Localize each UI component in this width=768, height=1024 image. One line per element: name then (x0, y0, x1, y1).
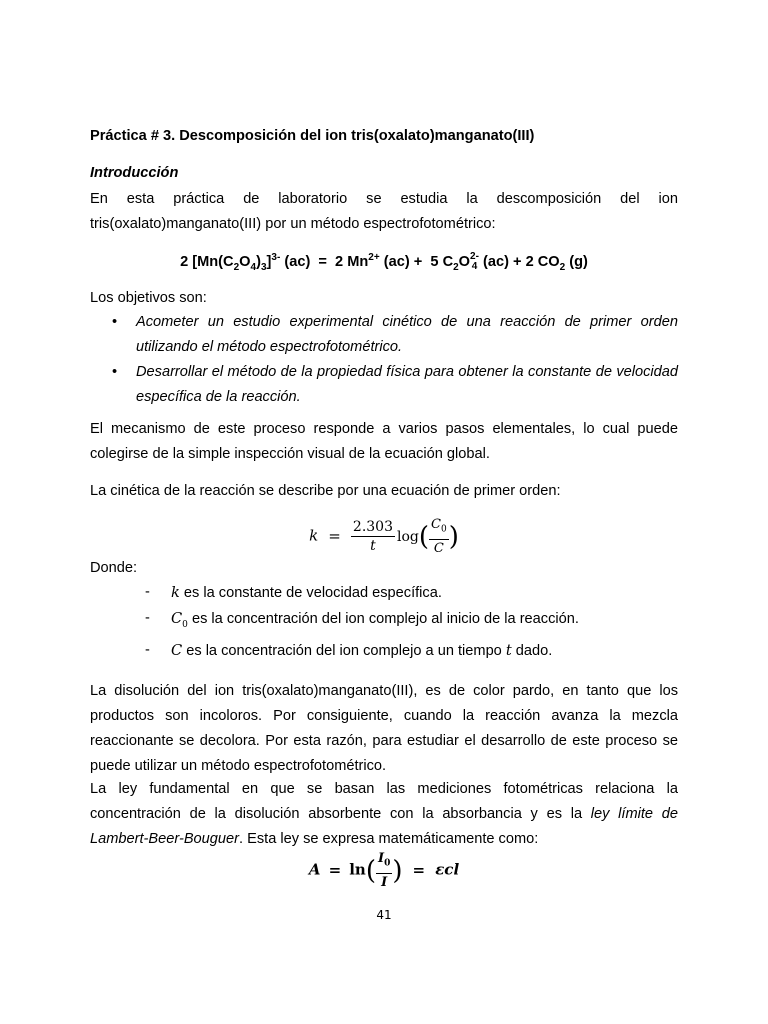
intro-word: En (90, 191, 108, 207)
intro-heading: Introducción (90, 165, 179, 181)
intro-word: práctica (173, 191, 225, 207)
list-item: • Acometer un estudio experimental cinético de una reacción de primer orden utilizando el método espectrofotométrico. (112, 310, 678, 360)
kinetics-paragraph: La cinética de la reacción se describe por una ecuación de primer orden: (90, 483, 561, 499)
list-item: - k es la constante de velocidad específica. (145, 584, 442, 601)
intro-line-1 (90, 187, 678, 212)
objectives-list (112, 310, 678, 410)
reaction-equation: 2 $[Mn(C_2O_4)_3]^{3-}$ (ac) = 2 $Mn^{2+}$ (ac) + 5 $C_2O$ 2- 4 (ac) + 2 $CO_2$ (g) (180, 251, 588, 273)
page-number: 41 (376, 908, 392, 922)
mechanism-paragraph: El mecanismo de este proceso responde a varios pasos elementales, lo cual puede colegirse de la simple inspección visual de la ecuación global. (90, 421, 678, 462)
intro-word: esta (126, 191, 155, 207)
beer-equation: A = ln( $\frac{I_0}{I}$ ) = εcl (308, 851, 460, 890)
dissolution-paragraph: La disolución del ion tris(oxalato)manganato(III), es de color pardo, en tanto que los productos son incoloros. Por consiguiente, cuando la reacción avanza la mezcla reaccionante se decolora. Por esta razón, para estudiar el desarrollo de este proceso se puede utilizar un método espectrofotométrico. (90, 683, 678, 774)
law-paragraph: La ley fundamental en que se basan las mediciones fotométricas relaciona la concentración de la disolución absorbente con la absorbancia y es la ley límite de Lambert-Beer-Bouguer. Esta ley se expresa matemáticamente como: (90, 781, 678, 847)
intro-word: la (466, 191, 478, 207)
bullet-icon: • (112, 364, 118, 380)
intro-word: ion (658, 191, 678, 207)
intro-word: descomposición (496, 191, 602, 207)
intro-word: estudia (400, 191, 448, 207)
intro-word: del (620, 191, 640, 207)
bullet-icon: • (112, 314, 118, 330)
intro-word: laboratorio (278, 191, 348, 207)
list-item: - $C_0$ es la concentración del ion complejo al inicio de la reacción. (145, 610, 579, 630)
practice-title: Práctica # 3. Descomposición del ion tris(oxalato)manganato(III) (90, 128, 535, 144)
intro-word: se (366, 191, 382, 207)
definitions-list (145, 580, 685, 664)
intro-word: de (243, 191, 260, 207)
rate-equation: k = $\frac{2.303}{t}$ log( $\frac{C_0}{C}$ ) (309, 517, 459, 556)
intro-paragraph (90, 187, 678, 237)
intro-line-2: tris(oxalato)manganato(III) por un método espectrofotométrico: (90, 216, 496, 232)
list-item: - C es la concentración del ion complejo a un tiempo t dado. (145, 641, 553, 659)
list-item: • Desarrollar el método de la propiedad física para obtener la constante de velocidad específica de la reacción. (112, 360, 678, 410)
donde-label: Donde: (90, 560, 138, 576)
objectives-label: Los objetivos son: (90, 290, 207, 306)
